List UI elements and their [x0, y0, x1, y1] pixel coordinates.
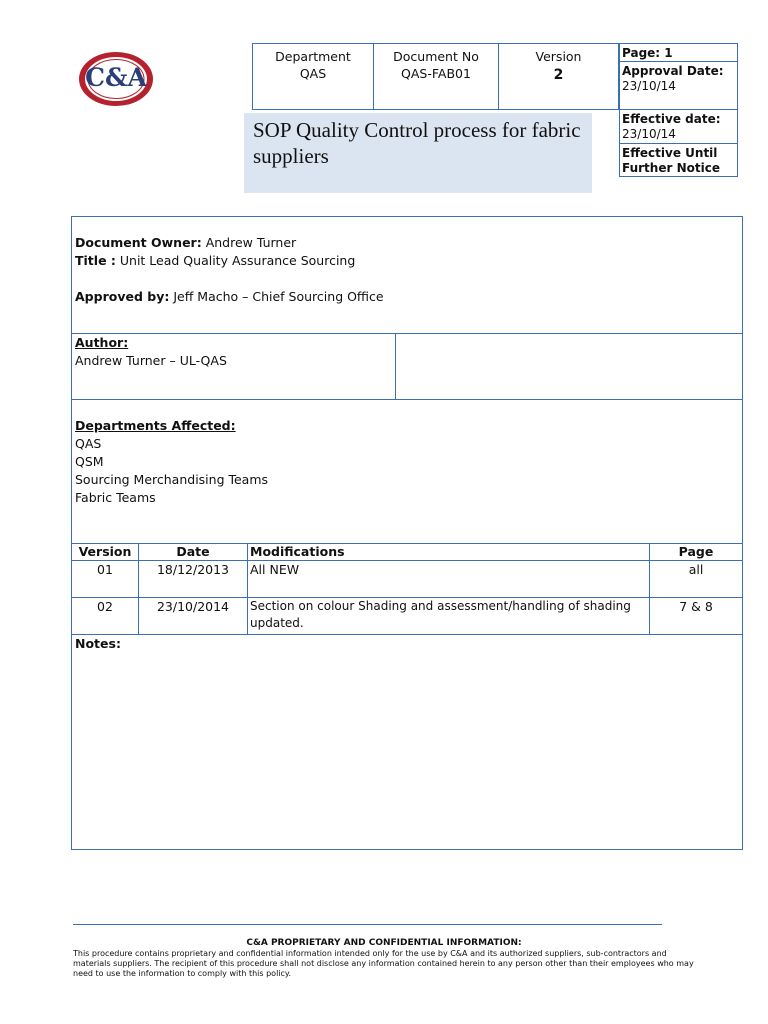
- version-cell: [499, 44, 618, 109]
- approval-date-cell: [620, 62, 737, 96]
- owner-label: Document Owner:: [75, 235, 202, 250]
- effective-date-value: 23/10/14: [622, 127, 676, 141]
- author-label: Author:: [75, 335, 129, 350]
- department-cell: [253, 44, 374, 109]
- document-title-box: [244, 113, 592, 193]
- department-label: Department: [275, 49, 351, 64]
- table-cell-modifications: Section on colour Shading and assessment/handling of shading updated.: [250, 599, 631, 630]
- owner-title-label: Title :: [75, 253, 116, 268]
- document-no-cell: [374, 44, 499, 109]
- header-table: [252, 43, 619, 110]
- effective-until-label: Effective Until: [622, 146, 718, 160]
- approval-date-value: 23/10/14: [622, 79, 676, 93]
- logo-text: C&A: [85, 63, 147, 92]
- effective-date-label: Effective date:: [622, 112, 721, 126]
- col-header-modifications: Modifications: [250, 544, 345, 559]
- document-title: SOP Quality Control process for fabric suppliers: [253, 118, 581, 168]
- footer-divider: [73, 924, 662, 925]
- department-item: Fabric Teams: [75, 490, 156, 505]
- header-dates: [619, 43, 738, 177]
- document-no-value: QAS-FAB01: [401, 66, 471, 81]
- effective-until-value: Further Notice: [622, 161, 720, 175]
- owner-title-value: Unit Lead Quality Assurance Sourcing: [115, 253, 356, 268]
- effective-date-cell: [620, 110, 737, 144]
- table-cell-version: 02: [97, 599, 113, 614]
- table-cell-page: all: [688, 562, 704, 577]
- revision-table: [72, 543, 742, 635]
- author-value: Andrew Turner – UL-QAS: [75, 353, 227, 368]
- notes-label: Notes:: [75, 636, 121, 651]
- col-header-version: Version: [78, 544, 132, 559]
- effective-until-cell: [620, 144, 737, 178]
- version-value: 2: [553, 67, 564, 83]
- approved-label: Approved by:: [75, 289, 170, 304]
- footer-text: This procedure contains proprietary and confidential information intended only for the use by C&A and its authorized suppliers, sub-contractors and materials suppliers. The recipient of this procedure shall not disclose any information contained herein to any person other than their employees who may need to use the information to comply with this policy.: [73, 949, 694, 978]
- table-cell-version: 01: [97, 562, 113, 577]
- department-item: QAS: [75, 436, 102, 451]
- version-label: Version: [535, 49, 582, 64]
- footer-title: C&A PROPRIETARY AND CONFIDENTIAL INFORMATION:: [246, 938, 522, 948]
- col-header-page: Page: [678, 544, 714, 559]
- owner-value: Andrew Turner: [201, 235, 297, 250]
- approval-date-label: Approval Date:: [622, 64, 724, 78]
- departments-label: Departments Affected:: [75, 418, 236, 433]
- owner-section: [75, 234, 715, 306]
- author-section: [75, 334, 385, 370]
- col-header-date: Date: [176, 544, 210, 559]
- department-value: QAS: [299, 66, 327, 81]
- document-no-label: Document No: [393, 49, 479, 64]
- department-item: QSM: [75, 454, 104, 469]
- table-cell-date: 18/12/2013: [156, 562, 230, 577]
- departments-section: [75, 417, 715, 507]
- department-item: Sourcing Merchandising Teams: [75, 472, 269, 487]
- table-cell-date: 23/10/2014: [156, 599, 230, 614]
- approved-value: Jeff Macho – Chief Sourcing Office: [169, 289, 384, 304]
- table-cell-page: 7 & 8: [679, 599, 713, 614]
- document-info-frame: [71, 216, 743, 850]
- page-indicator: Page: 1: [622, 46, 673, 60]
- company-logo: [77, 50, 155, 108]
- table-cell-modifications: All NEW: [250, 562, 300, 577]
